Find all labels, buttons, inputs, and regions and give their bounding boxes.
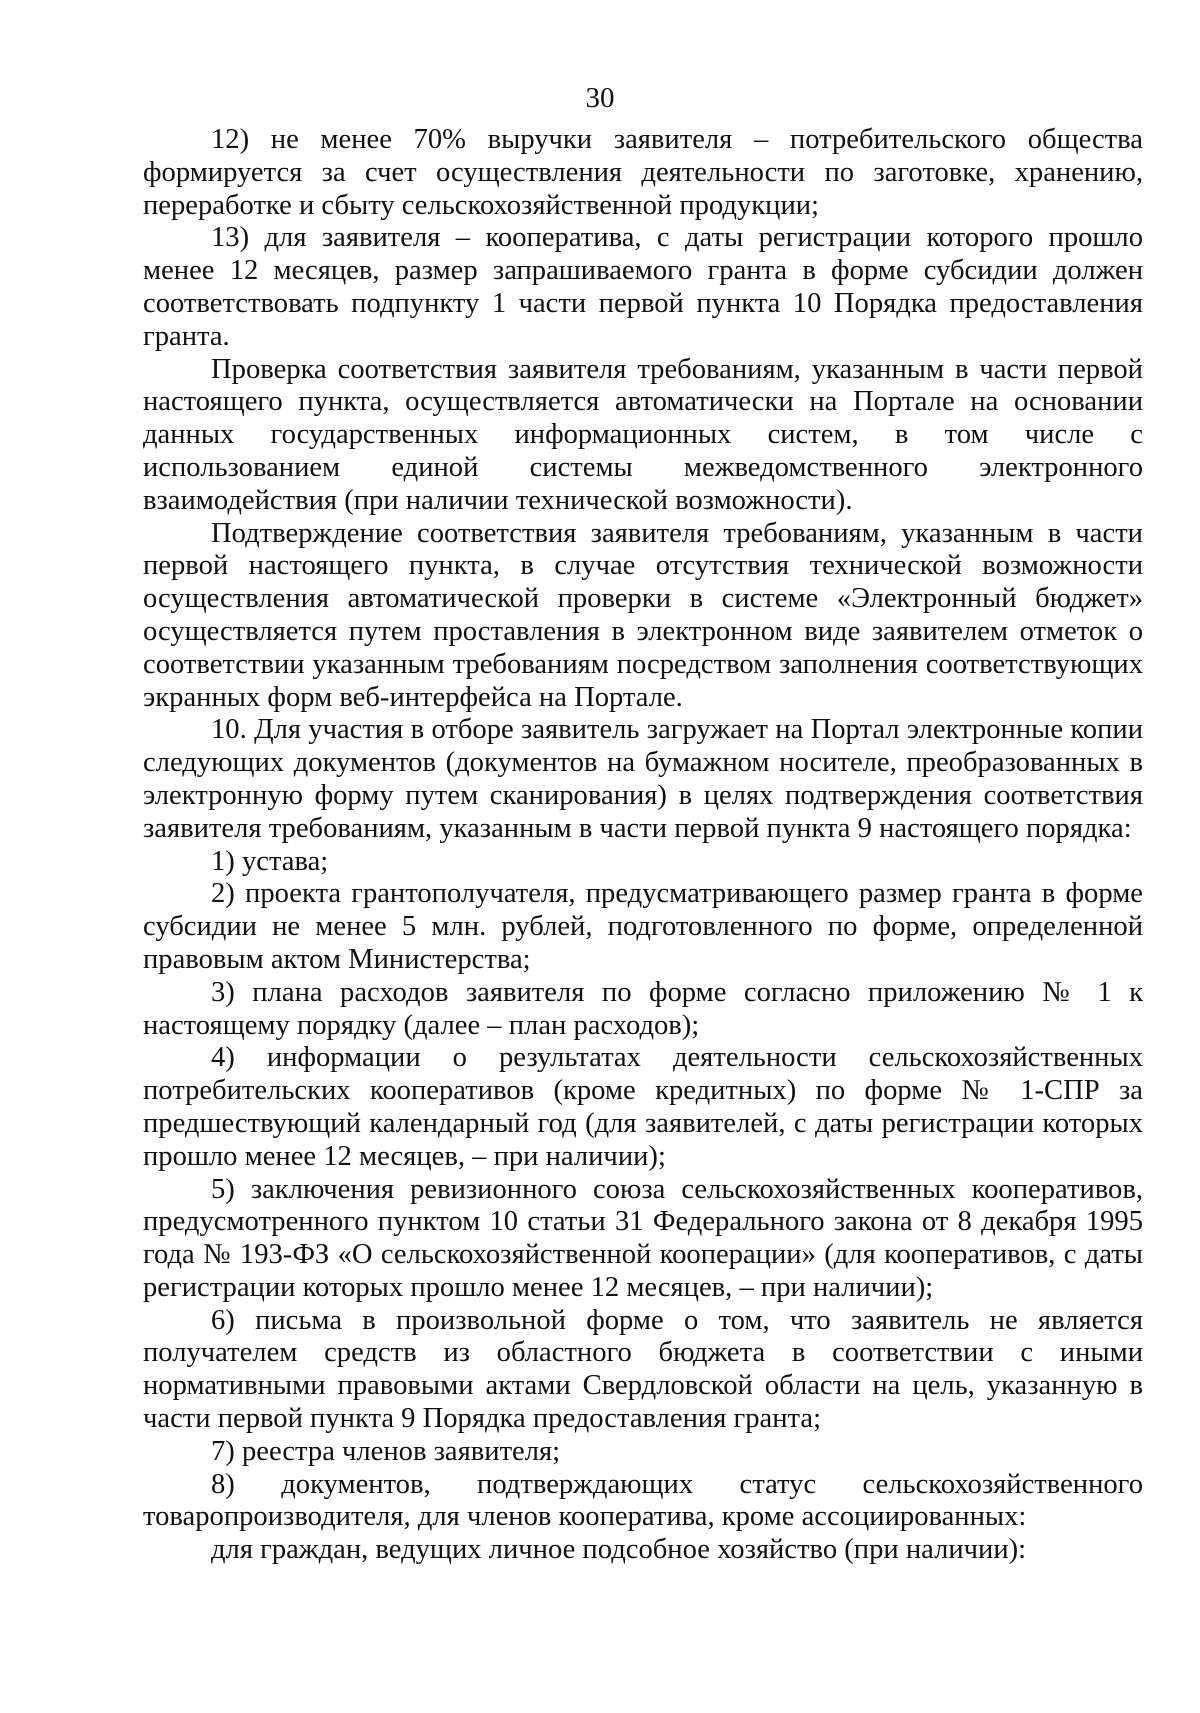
- paragraph-list-item-5: 5) заключения ревизионного союза сельскохозяйственных кооперативов, предусмотренного пунктом 10 статьи 31 Федерального закона от 8 декабря 1995 года № 193-ФЗ «О сельскохозяйственной кооперации» (для кооперативов, с даты регистрации которых прошло менее 12 месяцев, – при наличии);: [143, 1173, 1143, 1303]
- paragraph-list-item-2: 2) проекта грантополучателя, предусматривающего размер гранта в форме субсидии не менее 5 млн. рублей, подготовленного по форме, определенной правовым актом Министерства;: [143, 878, 1143, 975]
- paragraph-item-13: 13) для заявителя – кооператива, с даты регистрации которого прошло менее 12 месяцев, размер запрашиваемого гранта в форме субсидии должен соответствовать подпункту 1 части первой пункта 10 Порядка предоставления гранта.: [143, 222, 1143, 352]
- paragraph-list-item-1: 1) устава;: [211, 845, 329, 877]
- paragraph-clause-10: 10. Для участия в отборе заявитель загружает на Портал электронные копии следующих документов (документов на бумажном носителе, преобразованных в электронную форму путем сканирования) в целях подтверждения соответствия заявителя требованиям, указанным в части первой пункта 9 настоящего порядка:: [143, 714, 1143, 844]
- paragraph-list-item-4: 4) информации о результатах деятельности сельскохозяйственных потребительских кооперативов (кроме кредитных) по форме № 1-СПР за предшествующий календарный год (для заявителей, с даты регистрации которых прошло менее 12 месяцев, – при наличии);: [143, 1042, 1143, 1172]
- paragraph-list-item-7: 7) реестра членов заявителя;: [211, 1435, 561, 1467]
- paragraph-confirmation: Подтверждение соответствия заявителя требованиям, указанным в части первой настоящего пункта, в случае отсутствия технической возможности осуществления автоматической проверки в системе «Электронный бюджет» осуществляется путем проставления в электронном виде заявителем отметок о соответствии указанным требованиям посредством заполнения соответствующих экранных форм веб-интерфейса на Портале.: [143, 517, 1143, 713]
- paragraph-list-item-8: 8) документов, подтверждающих статус сельскохозяйственного товаропроизводителя, для членов кооператива, кроме ассоциированных:: [143, 1468, 1143, 1533]
- page-number: 30: [585, 82, 615, 114]
- paragraph-item-12: 12) не менее 70% выручки заявителя – потребительского общества формируется за счет осуществления деятельности по заготовке, хранению, переработке и сбыту сельскохозяйственной продукции;: [143, 124, 1143, 221]
- document-body: [143, 124, 1143, 1567]
- paragraph-list-item-3: 3) плана расходов заявителя по форме согласно приложению № 1 к настоящему порядку (далее – план расходов);: [143, 976, 1143, 1041]
- paragraph-automatic-check: Проверка соответствия заявителя требованиям, указанным в части первой настоящего пункта, осуществляется автоматически на Портале на основании данных государственных информационных систем, в том числе с использованием единой системы межведомственного электронного взаимодействия (при наличии технической возможности).: [143, 353, 1143, 516]
- paragraph-personal-farm: для граждан, ведущих личное подсобное хозяйство (при наличии):: [211, 1534, 1027, 1566]
- paragraph-list-item-6: 6) письма в произвольной форме о том, что заявитель не является получателем средств из областного бюджета в соответствии с иными нормативными правовыми актами Свердловской области на цель, указанную в части первой пункта 9 Порядка предоставления гранта;: [143, 1304, 1143, 1435]
